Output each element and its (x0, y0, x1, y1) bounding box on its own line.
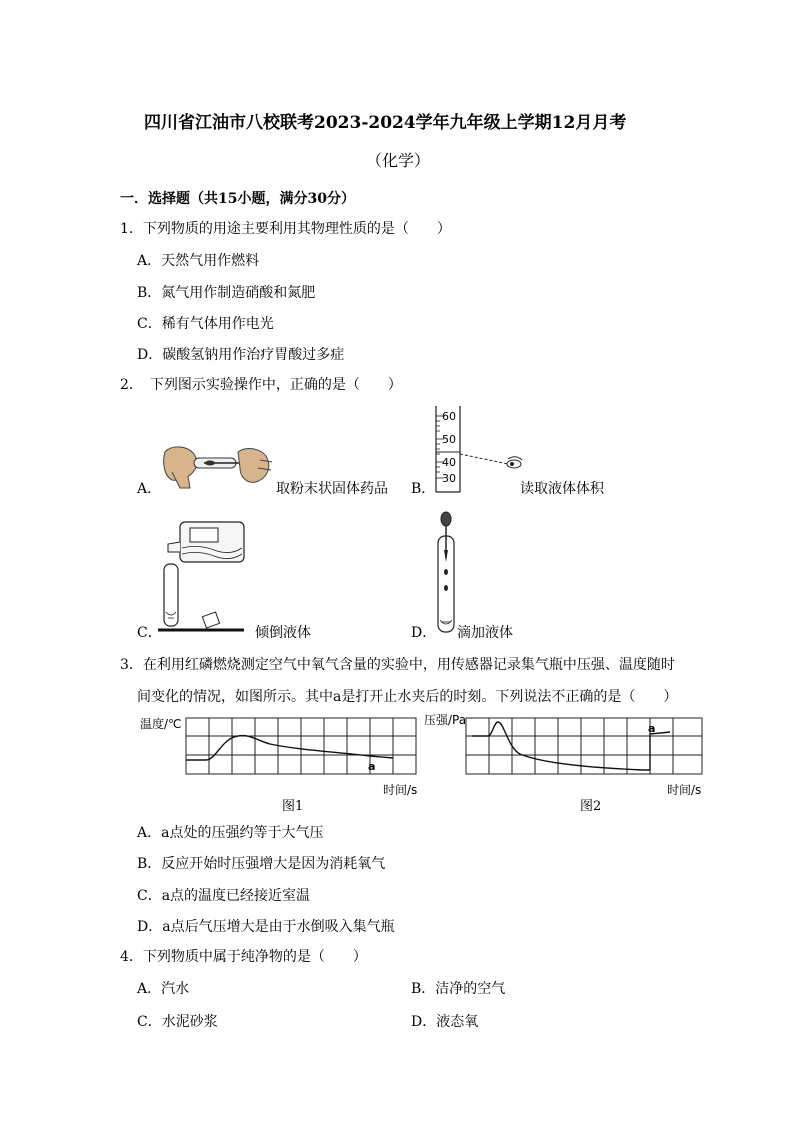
question-4-option-b: B．洁净的空气 (411, 981, 506, 997)
temperature-chart-ylabel: 温度/℃ (140, 717, 182, 731)
question-2-option-a-letter: A． (137, 481, 162, 497)
page-subtitle: （化学） (366, 151, 431, 170)
pressure-chart-marker-a: a (648, 722, 656, 735)
figure-1-caption: 图1 (282, 799, 304, 814)
dropper-illustration (434, 510, 458, 638)
pressure-chart-xlabel: 时间/s (667, 783, 702, 797)
question-4-option-a: A．汽水 (137, 981, 190, 997)
temperature-chart-xlabel: 时间/s (383, 783, 418, 797)
question-3-stem-line2: 间变化的情况，如图所示。其中a是打开止水夹后的时刻。下列说法不正确的是（ ） (137, 689, 678, 705)
cylinder-tick-50: 50 (442, 433, 456, 446)
cylinder-tick-40: 40 (442, 456, 456, 469)
cylinder-tick-60: 60 (442, 410, 456, 423)
question-3-option-d: D．a点后气压增大是由于水倒吸入集气瓶 (137, 919, 395, 935)
question-2-stem: 2． 下列图示实验操作中，正确的是（ ） (120, 377, 402, 393)
question-2-option-d-letter: D． (411, 625, 437, 641)
powder-transfer-illustration (160, 442, 275, 492)
question-1-option-d: D．碳酸氢钠用作治疗胃酸过多症 (137, 347, 345, 363)
question-2-option-c-letter: C． (137, 625, 162, 641)
question-1-option-b: B．氮气用作制造硝酸和氮肥 (137, 285, 316, 301)
question-4-stem: 4．下列物质中属于纯净物的是（ ） (120, 949, 367, 965)
question-3-option-b: B．反应开始时压强增大是因为消耗氧气 (137, 856, 386, 872)
pouring-liquid-illustration (158, 518, 248, 636)
question-3-stem-line1: 3．在利用红磷燃烧测定空气中氧气含量的实验中，用传感器记录集气瓶中压强、温度随时 (120, 657, 675, 673)
question-4-option-d: D．液态氧 (411, 1014, 479, 1030)
section-heading: 一．选择题（共15小题，满分30分） (120, 191, 355, 207)
graduated-cylinder-illustration (430, 404, 530, 496)
question-1-option-c: C．稀有气体用作电光 (137, 316, 274, 332)
question-1-option-a: A．天然气用作燃料 (137, 253, 260, 269)
question-3-option-a: A．a点处的压强约等于大气压 (137, 825, 324, 841)
pressure-chart-ylabel: 压强/Pa (424, 713, 467, 727)
question-2-option-d-caption: 滴加液体 (457, 625, 513, 641)
figure-2-caption: 图2 (580, 799, 602, 814)
temperature-chart-marker-a: a (368, 760, 376, 773)
question-2-option-b-caption: 读取液体体积 (520, 481, 604, 497)
cylinder-tick-30: 30 (442, 472, 456, 485)
question-2-option-c-caption: 倾倒液体 (255, 625, 311, 641)
question-2-option-b-letter: B． (411, 481, 436, 497)
pressure-chart (424, 712, 710, 812)
question-3-option-c: C．a点的温度已经接近室温 (137, 888, 311, 904)
page-title: 四川省江油市八校联考2023-2024学年九年级上学期12月月考 (144, 113, 627, 133)
question-4-option-c: C．水泥砂浆 (137, 1014, 218, 1030)
question-2-option-a-caption: 取粉末状固体药品 (276, 481, 388, 497)
question-1-stem: 1．下列物质的用途主要利用其物理性质的是（ ） (120, 221, 451, 237)
